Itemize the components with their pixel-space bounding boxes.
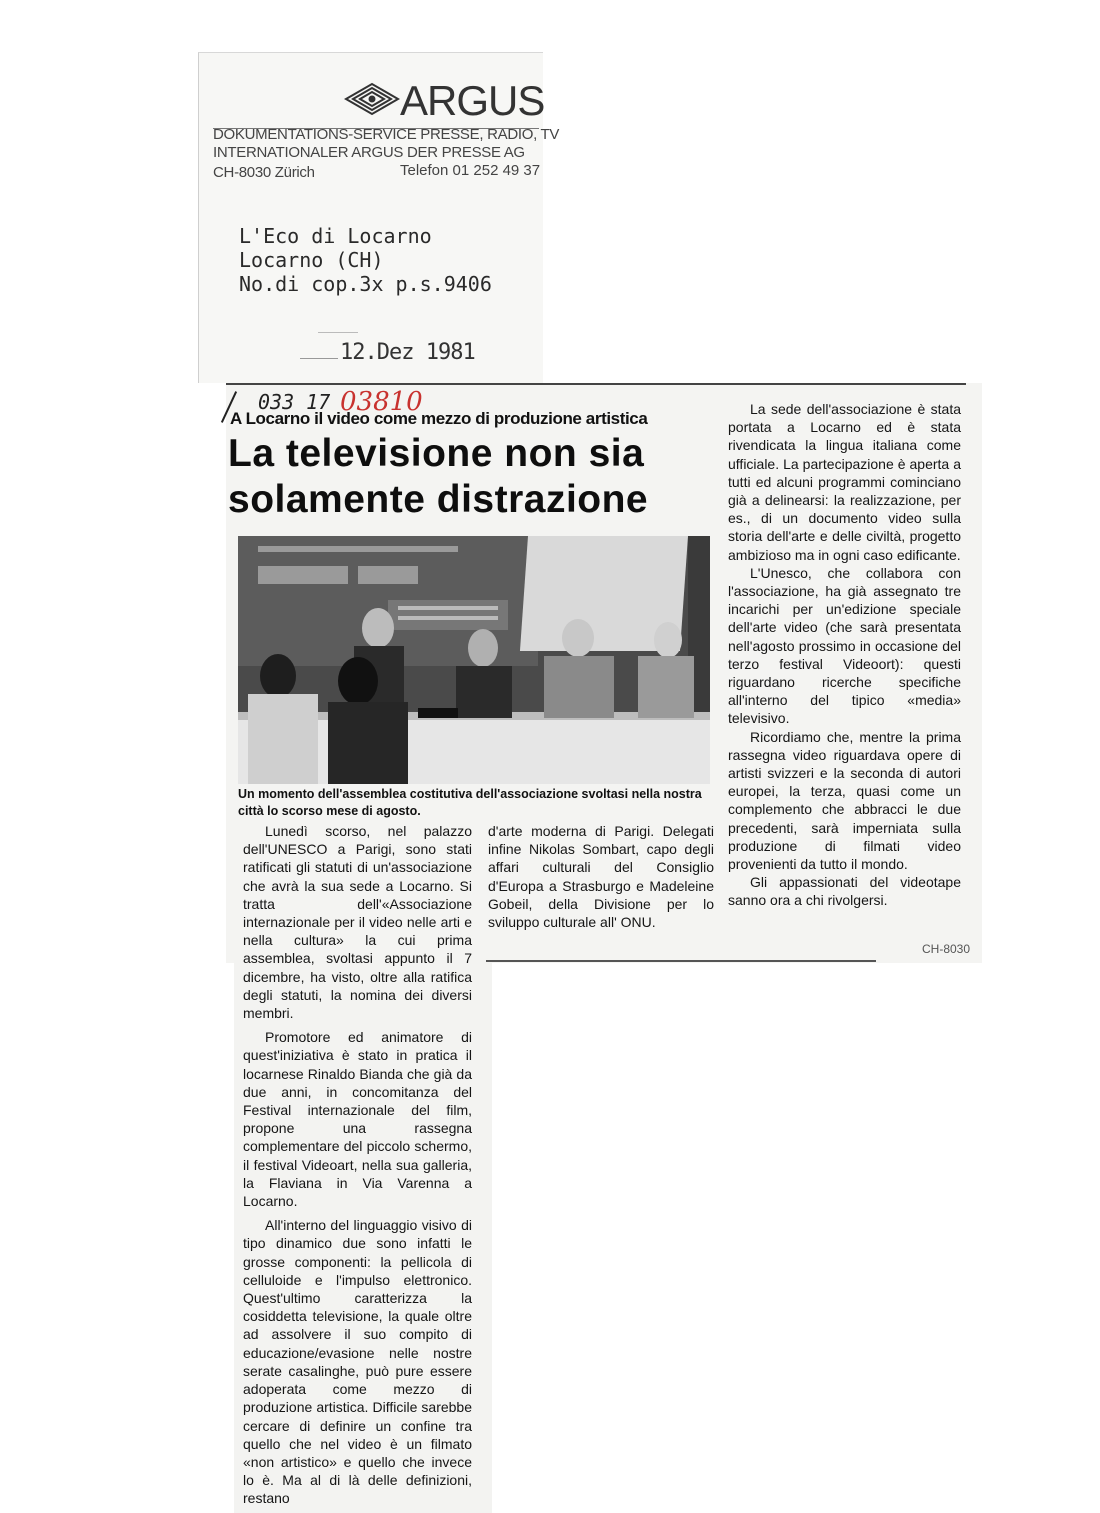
date-line-mark — [300, 358, 338, 359]
article-kicker: A Locarno il video come mezzo di produzione artistica — [230, 409, 648, 428]
argus-phone: Telefon 01 252 49 37 — [400, 162, 541, 179]
article-photo — [238, 536, 710, 784]
paragraph: La sede dell'associazione è stata portata a Locarno ed è stata rivendicata la lingua italiana come ufficiale. La partecipazione è aperta a tutti ed alcuni programmi cominciano già a delinearsi: la realizzazione, per es., di un documento video sulla storia dell'arte e delle civiltà, progetto ambizioso ma in ogni caso edificante. — [728, 401, 961, 563]
argus-company-line-2: INTERNATIONALER ARGUS DER PRESSE AG — [213, 144, 525, 161]
article-column-left — [243, 822, 472, 1508]
clipping-corner-code: CH-8030 — [922, 942, 971, 956]
argus-eye-icon — [344, 76, 544, 122]
date-stamp: 12.Dez 1981 — [340, 340, 475, 365]
article-column-right — [728, 400, 961, 910]
paragraph: d'arte moderna di Parigi. Delegati infine Nikolas Sombart, capo degli affari culturali del Consiglio d'Europa a Strasburgo e Madeleine Gobeil, della Divisione per lo sviluppo culturale all' ONU. — [488, 823, 714, 931]
paragraph: Promotore ed animatore di quest'iniziativa è stato in pratica il locarnese Rinaldo Bianda che già da due anni, in concomitanza del Festival internazionale del film, propone una rassegna complementare del piccolo schermo, il festival Videoart, nella sua galleria, la Flaviana in Via Varenna a Locarno. — [243, 1029, 472, 1210]
clipping-top-rule — [226, 383, 966, 385]
clipping-bottom-rule — [486, 960, 876, 962]
handwritten-ref-code-red: 03810 — [340, 387, 423, 417]
argus-logo — [344, 76, 544, 122]
paragraph: All'interno del linguaggio visivo di tipo dinamico due sono infatti le grosse componenti: la pellicola di celluloide e l'impulso elettronico. Quest'ultimo caratterizza la cosiddetta televisione, la quale oltre ad assolvere il suo compito di educazione/evasione nelle nostre serate casalinghe, può pure essere adoperata come mezzo di produzione artistica. Difficile sarebbe cercare di definire un confine tra quello che nel video è un filmato «non artistico» e quello che invece lo è. Ma al di là delle definizioni, restano — [243, 1217, 472, 1507]
stamp-newspaper: L'Eco di Locarno — [239, 224, 432, 248]
article-headline-line-1: La televisione non sia — [228, 432, 645, 475]
paragraph: Gli appassionati del videotape sanno ora a chi rivolgersi. — [728, 874, 961, 909]
handwritten-ref-code: 033 17 — [258, 390, 331, 414]
paragraph: Ricordiamo che, mentre la prima rassegna video riguardava opere di artisti svizzeri e la seconda di autori europei, la terza, quasi come un complemento che abbracci le due precedenti, sarà imperniata sulla produzione di filmati video provenienti da tutto il mondo. — [728, 728, 961, 873]
argus-address: CH-8030 Zürich — [213, 164, 315, 181]
paragraph: L'Unesco, che collabora con l'associazione, ha già assegnato tre incarichi per un'edizione speciale dell'arte video (che sarà presentata nell'agosto prossimo in occasione del terzo festival Videoort): questi riguardano ricerche specifiche all'interno del tipico «media» televisivo. — [728, 564, 961, 727]
stamp-copies: No.di cop.3x p.s.9406 — [239, 272, 492, 296]
article-headline-line-2: solamente distrazione — [228, 478, 649, 521]
paragraph: Lunedì scorso, nel palazzo dell'UNESCO a Parigi, sono stati ratificati gli statuti di un'associazione che avrà la sua sede a Locarno. Si tratta dell'«Associazione internazionale per il video nelle arti e nella cultura» la cui prima assemblea, svoltasi appunto il 7 dicembre, ha visto, oltre alla ratifica degli statuti, la nomina dei diversi membri. — [243, 823, 472, 1022]
article-column-middle — [488, 822, 714, 931]
argus-company-line-1: DOKUMENTATIONS-SERVICE PRESSE, RADIO, TV — [213, 126, 560, 143]
photo-caption: Un momento dell'assemblea costitutiva dell'associazione svoltasi nella nostra città lo scorso mese di agosto. — [238, 787, 702, 818]
argus-logo-text: ARGUS — [400, 77, 544, 122]
date-tick-mark — [318, 332, 358, 333]
stamp-location: Locarno (CH) — [239, 248, 384, 272]
meeting-photo-illustration — [238, 536, 710, 784]
